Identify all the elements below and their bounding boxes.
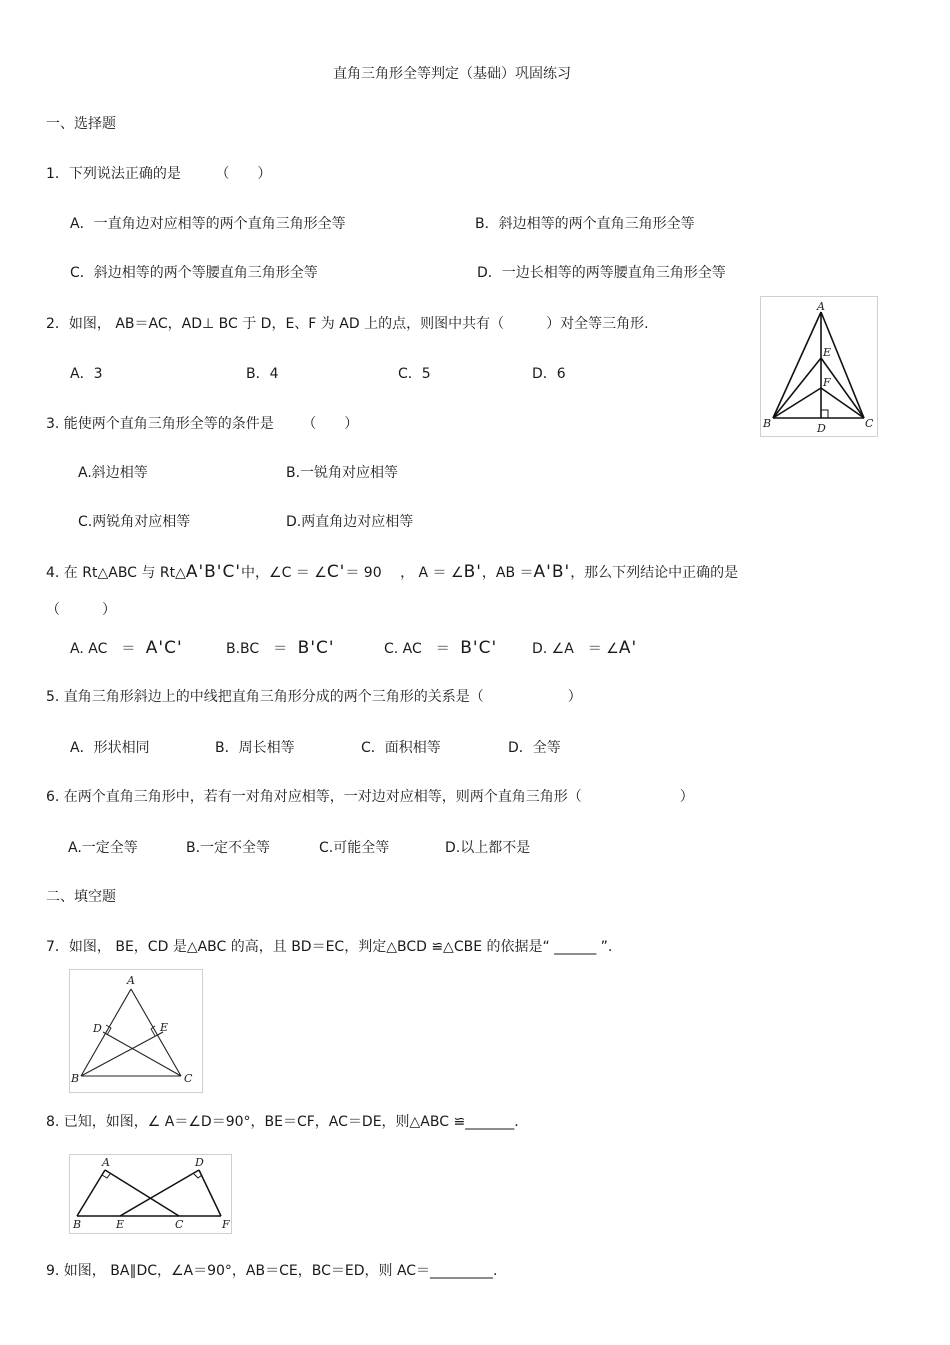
fig-label-b: B (763, 417, 772, 430)
q1-option-b: B．斜边相等的两个直角三角形全等 (475, 216, 695, 232)
q1-option-a: A．一直角边对应相等的两个直角三角形全等 (70, 216, 346, 232)
page-title: 直角三角形全等判定（基础）巩固练习 (333, 66, 571, 82)
question-text: 3. 能使两个直角三角形全等的条件是 (46, 416, 274, 432)
q4-option-d-text: D. ∠A ＝ ∠ (532, 641, 619, 657)
q4-text-1: 4. 在 Rt△ABC 与 Rt△ (46, 565, 186, 581)
fig-label-a: A (817, 300, 825, 313)
fig-label-e: E (116, 1218, 125, 1231)
section-heading-choice: 一、选择题 (46, 116, 116, 132)
q4-option-c-text: C. AC ＝ (384, 641, 450, 657)
fig-label-f: F (222, 1218, 230, 1231)
q4-text-3: ＝ 90 ， A ＝ ∠ (345, 565, 464, 581)
q4-answer-bracket: （ ） (46, 602, 116, 618)
q5-option-d: D．全等 (508, 740, 561, 756)
q2-option-b: B．4 (246, 366, 279, 382)
q6-option-c: C.可能全等 (319, 840, 390, 856)
q4-option-a (70, 639, 183, 658)
fig-label-c: C (865, 417, 874, 430)
q4-text-2: 中，∠C ＝ ∠ (241, 565, 327, 581)
answer-bracket: （ ） (302, 416, 359, 432)
fig-label-a: A (102, 1156, 110, 1169)
q4-option-a-prime: A'C' (145, 638, 183, 658)
question-8-stem: 8. 已知，如图，∠ A＝∠D＝90°，BE＝CF，AC＝DE，则△ABC ≌_______. (46, 1114, 519, 1130)
q4-prime-c: C' (326, 562, 346, 582)
q4-option-d-prime: A' (618, 638, 638, 658)
question-9-stem: 9. 如图， BA∥DC，∠A＝90°，AB＝CE，BC＝ED，则 AC＝_________. (46, 1263, 498, 1279)
fig-label-a: A (127, 974, 135, 987)
q8-figure (69, 1154, 232, 1234)
fig-label-b: B (71, 1072, 80, 1085)
fig-label-d: D (195, 1156, 204, 1169)
q4-option-a-text: A. AC ＝ (70, 641, 136, 657)
q2-option-a: A．3 (70, 366, 103, 382)
question-5-stem: 5. 直角三角形斜边上的中线把直角三角形分成的两个三角形的关系是（ ） (46, 689, 582, 705)
fig-label-d: D (93, 1022, 102, 1035)
question-4-stem (46, 563, 738, 582)
fig-label-e: E (160, 1021, 169, 1034)
question-6-stem: 6. 在两个直角三角形中，若有一对角对应相等，一对边对应相等，则两个直角三角形（ ） (46, 789, 694, 805)
q4-prime-abc: A'B'C' (185, 562, 242, 582)
question-3-stem (46, 415, 358, 433)
fig-label-c: C (184, 1072, 193, 1085)
q3-option-d: D.两直角边对应相等 (286, 514, 414, 530)
q4-option-b (226, 639, 335, 658)
q4-text-5: ，那么下列结论中正确的是 (570, 565, 739, 581)
fig-label-c: C (175, 1218, 184, 1231)
answer-bracket: （ ） (215, 166, 272, 182)
q3-option-b: B.一锐角对应相等 (286, 465, 399, 481)
q4-option-b-text: B.BC ＝ (226, 641, 288, 657)
q4-option-b-prime: B'C' (297, 638, 335, 658)
question-text: 1．下列说法正确的是 (46, 166, 181, 182)
q6-option-a: A.一定全等 (68, 840, 138, 856)
q4-prime-ab: A'B' (533, 562, 571, 582)
q4-option-d (532, 639, 637, 658)
fig-label-f: F (823, 376, 831, 389)
question-1-stem (46, 165, 271, 183)
q4-prime-b: B' (463, 562, 482, 582)
section-heading-fill: 二、填空题 (46, 889, 116, 905)
q2-option-d: D．6 (532, 366, 566, 382)
fig-label-e: E (823, 346, 832, 359)
q5-option-c: C．面积相等 (361, 740, 441, 756)
q3-option-a: A.斜边相等 (78, 465, 148, 481)
q4-text-4: ，AB ＝ (481, 565, 534, 581)
fig-label-b: B (73, 1218, 82, 1231)
question-2-stem: 2．如图， AB＝AC，AD⊥ BC 于 D，E、F 为 AD 上的点，则图中共有（ ）对全等三角形. (46, 316, 649, 332)
q6-option-d: D.以上都不是 (445, 840, 531, 856)
q6-option-b: B.一定不全等 (186, 840, 271, 856)
fig-label-d: D (817, 422, 826, 435)
q2-figure (760, 296, 878, 437)
q1-option-d: D．一边长相等的两等腰直角三角形全等 (477, 265, 726, 281)
q4-option-c (384, 639, 497, 658)
q5-option-b: B．周长相等 (215, 740, 295, 756)
q7-figure (69, 969, 203, 1093)
q5-option-a: A．形状相同 (70, 740, 150, 756)
q1-option-c: C．斜边相等的两个等腰直角三角形全等 (70, 265, 318, 281)
question-7-stem: 7．如图， BE，CD 是△ABC 的高，且 BD＝EC，判定△BCD ≌△CBE 的依据是“ ______ ”. (46, 939, 613, 955)
q3-option-c: C.两锐角对应相等 (78, 514, 191, 530)
q4-option-c-prime: B'C' (460, 638, 498, 658)
q2-option-c: C．5 (398, 366, 431, 382)
